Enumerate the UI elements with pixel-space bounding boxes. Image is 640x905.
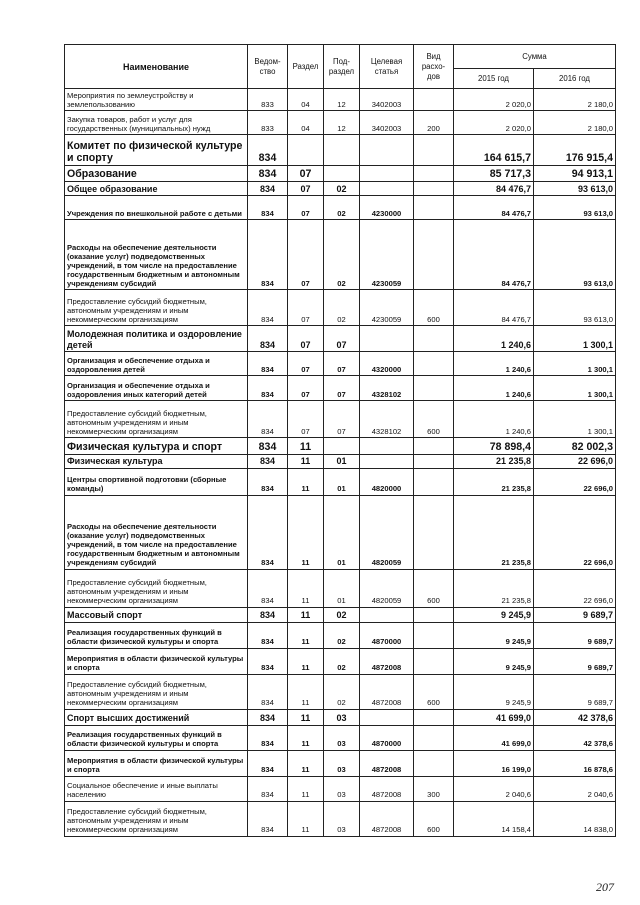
cell-2015: 14 158,4 [454, 801, 534, 836]
cell-section: 11 [288, 455, 324, 469]
cell-2016: 42 378,6 [534, 725, 616, 750]
cell-target: 4328102 [360, 376, 414, 401]
cell-section: 07 [288, 326, 324, 352]
cell-subsection: 01 [324, 495, 360, 569]
cell-kind: 600 [414, 801, 454, 836]
cell-name: Мероприятия в области физической культуры и спорта [65, 750, 248, 776]
cell-2016: 9 689,7 [534, 648, 616, 674]
cell-2016: 1 300,1 [534, 401, 616, 438]
table-row [65, 401, 616, 438]
cell-subsection: 03 [324, 776, 360, 801]
cell-kind: 600 [414, 569, 454, 607]
cell-kind [414, 135, 454, 166]
table-row [65, 569, 616, 607]
cell-2015: 84 476,7 [454, 196, 534, 220]
cell-section: 11 [288, 776, 324, 801]
cell-subsection: 02 [324, 220, 360, 290]
cell-2015: 21 235,8 [454, 495, 534, 569]
cell-kind [414, 182, 454, 196]
budget-table [64, 44, 616, 837]
budget-table-sheet [64, 44, 615, 837]
cell-target: 3402003 [360, 111, 414, 135]
cell-section: 11 [288, 750, 324, 776]
cell-target: 4870000 [360, 725, 414, 750]
cell-name: Организация и обеспечение отдыха и оздоровления иных категорий детей [65, 376, 248, 401]
cell-dept: 834 [248, 182, 288, 196]
cell-section: 11 [288, 648, 324, 674]
cell-2015: 21 235,8 [454, 569, 534, 607]
cell-subsection: 02 [324, 622, 360, 648]
table-row [65, 801, 616, 836]
cell-subsection: 12 [324, 111, 360, 135]
header-kind: Вид расхо- дов [414, 45, 454, 89]
cell-dept: 834 [248, 438, 288, 455]
cell-subsection: 01 [324, 468, 360, 495]
cell-dept: 834 [248, 648, 288, 674]
cell-kind: 600 [414, 290, 454, 326]
cell-name: Комитет по физической культуре и спорту [65, 135, 248, 166]
cell-dept: 834 [248, 468, 288, 495]
table-row [65, 166, 616, 182]
cell-kind [414, 89, 454, 111]
cell-subsection: 02 [324, 674, 360, 709]
cell-2015: 9 245,9 [454, 674, 534, 709]
cell-2016: 9 689,7 [534, 674, 616, 709]
cell-2015: 41 699,0 [454, 709, 534, 725]
cell-subsection: 03 [324, 801, 360, 836]
cell-name: Организация и обеспечение отдыха и оздоровления детей [65, 352, 248, 376]
cell-name: Общее образование [65, 182, 248, 196]
cell-target: 4870000 [360, 622, 414, 648]
table-row [65, 495, 616, 569]
cell-kind [414, 455, 454, 469]
cell-kind [414, 196, 454, 220]
cell-kind [414, 220, 454, 290]
cell-subsection: 01 [324, 455, 360, 469]
table-row [65, 376, 616, 401]
cell-name: Социальное обеспечение и иные выплаты населению [65, 776, 248, 801]
cell-kind [414, 438, 454, 455]
cell-dept: 834 [248, 166, 288, 182]
header-dept: Ведом- ство [248, 45, 288, 89]
cell-name: Спорт высших достижений [65, 709, 248, 725]
cell-subsection: 12 [324, 89, 360, 111]
cell-name: Физическая культура [65, 455, 248, 469]
cell-2015: 1 240,6 [454, 376, 534, 401]
cell-subsection: 02 [324, 182, 360, 196]
table-row [65, 468, 616, 495]
cell-2016: 93 613,0 [534, 290, 616, 326]
cell-dept: 833 [248, 111, 288, 135]
cell-subsection: 07 [324, 352, 360, 376]
cell-2016: 2 180,0 [534, 89, 616, 111]
cell-section: 07 [288, 376, 324, 401]
cell-target: 4820059 [360, 569, 414, 607]
cell-target [360, 438, 414, 455]
cell-target [360, 326, 414, 352]
cell-name: Закупка товаров, работ и услуг для государственных (муниципальных) нужд [65, 111, 248, 135]
cell-name: Образование [65, 166, 248, 182]
header-section: Раздел [288, 45, 324, 89]
cell-dept: 833 [248, 89, 288, 111]
cell-subsection: 03 [324, 750, 360, 776]
table-row [65, 438, 616, 455]
cell-dept: 834 [248, 376, 288, 401]
cell-section: 07 [288, 182, 324, 196]
table-row [65, 326, 616, 352]
cell-section: 11 [288, 709, 324, 725]
cell-subsection: 02 [324, 607, 360, 622]
header-target: Целевая статья [360, 45, 414, 89]
cell-name: Центры спортивной подготовки (сборные команды) [65, 468, 248, 495]
cell-kind [414, 495, 454, 569]
cell-kind [414, 709, 454, 725]
cell-2016: 9 689,7 [534, 607, 616, 622]
cell-name: Учреждения по внешкольной работе с детьми [65, 196, 248, 220]
cell-target: 4230059 [360, 290, 414, 326]
cell-dept: 834 [248, 674, 288, 709]
cell-name: Массовый спорт [65, 607, 248, 622]
cell-dept: 834 [248, 495, 288, 569]
cell-2015: 84 476,7 [454, 290, 534, 326]
cell-section: 07 [288, 290, 324, 326]
cell-dept: 834 [248, 401, 288, 438]
cell-target [360, 709, 414, 725]
cell-2016: 22 696,0 [534, 455, 616, 469]
cell-target: 4320000 [360, 352, 414, 376]
cell-target: 4872008 [360, 674, 414, 709]
cell-kind [414, 166, 454, 182]
cell-target: 4872008 [360, 648, 414, 674]
cell-2015: 78 898,4 [454, 438, 534, 455]
cell-section [288, 135, 324, 166]
cell-kind [414, 607, 454, 622]
header-name: Наименование [65, 45, 248, 89]
cell-section: 07 [288, 352, 324, 376]
cell-section: 11 [288, 468, 324, 495]
cell-2015: 84 476,7 [454, 220, 534, 290]
cell-name: Предоставление субсидий бюджетным, автономным учреждениям и иным некоммерческим организациям [65, 569, 248, 607]
cell-2016: 82 002,3 [534, 438, 616, 455]
cell-2016: 9 689,7 [534, 622, 616, 648]
cell-subsection: 02 [324, 290, 360, 326]
cell-dept: 834 [248, 801, 288, 836]
cell-kind [414, 750, 454, 776]
cell-2016: 2 180,0 [534, 111, 616, 135]
cell-2015: 41 699,0 [454, 725, 534, 750]
table-row [65, 725, 616, 750]
cell-2015: 9 245,9 [454, 607, 534, 622]
cell-dept: 834 [248, 569, 288, 607]
cell-section: 04 [288, 111, 324, 135]
cell-target: 3402003 [360, 89, 414, 111]
cell-name: Предоставление субсидий бюджетным, автономным учреждениям и иным некоммерческим организациям [65, 290, 248, 326]
table-row [65, 776, 616, 801]
cell-dept: 834 [248, 607, 288, 622]
cell-2016: 94 913,1 [534, 166, 616, 182]
cell-subsection: 03 [324, 709, 360, 725]
cell-name: Предоставление субсидий бюджетным, автономным учреждениям и иным некоммерческим организациям [65, 401, 248, 438]
cell-dept: 834 [248, 709, 288, 725]
cell-2016: 93 613,0 [534, 196, 616, 220]
table-row [65, 220, 616, 290]
cell-target: 4820000 [360, 468, 414, 495]
cell-2015: 1 240,6 [454, 326, 534, 352]
cell-name: Расходы на обеспечение деятельности (оказание услуг) подведомственных учреждений, в том числе на предоставление государственным бюджетным и автономным учреждениям субсидий [65, 495, 248, 569]
cell-2015: 164 615,7 [454, 135, 534, 166]
cell-kind [414, 622, 454, 648]
cell-dept: 834 [248, 135, 288, 166]
cell-target [360, 182, 414, 196]
cell-2015: 2 040,6 [454, 776, 534, 801]
cell-target: 4872008 [360, 750, 414, 776]
cell-2016: 14 838,0 [534, 801, 616, 836]
cell-target [360, 607, 414, 622]
cell-dept: 834 [248, 352, 288, 376]
table-row [65, 455, 616, 469]
cell-subsection: 03 [324, 725, 360, 750]
table-row [65, 196, 616, 220]
cell-kind [414, 725, 454, 750]
cell-2016: 42 378,6 [534, 709, 616, 725]
cell-section: 11 [288, 607, 324, 622]
cell-kind: 600 [414, 401, 454, 438]
cell-subsection: 02 [324, 196, 360, 220]
cell-target: 4230000 [360, 196, 414, 220]
cell-2015: 84 476,7 [454, 182, 534, 196]
cell-dept: 834 [248, 455, 288, 469]
table-row [65, 709, 616, 725]
cell-dept: 834 [248, 326, 288, 352]
cell-kind [414, 468, 454, 495]
table-row [65, 135, 616, 166]
cell-kind: 200 [414, 111, 454, 135]
cell-kind [414, 352, 454, 376]
table-row [65, 622, 616, 648]
cell-kind: 600 [414, 674, 454, 709]
cell-name: Молодежная политика и оздоровление детей [65, 326, 248, 352]
table-row [65, 89, 616, 111]
cell-kind [414, 648, 454, 674]
header-2015: 2015 год [454, 69, 534, 89]
cell-2016: 176 915,4 [534, 135, 616, 166]
cell-section: 11 [288, 801, 324, 836]
table-row [65, 648, 616, 674]
cell-2015: 21 235,8 [454, 468, 534, 495]
cell-name: Предоставление субсидий бюджетным, автономным учреждениям и иным некоммерческим организациям [65, 801, 248, 836]
cell-2015: 2 020,0 [454, 89, 534, 111]
cell-target [360, 135, 414, 166]
cell-section: 11 [288, 725, 324, 750]
page-number: 207 [596, 880, 614, 894]
cell-2015: 21 235,8 [454, 455, 534, 469]
table-row [65, 607, 616, 622]
cell-name: Реализация государственных функций в области физической культуры и спорта [65, 622, 248, 648]
header-2016: 2016 год [534, 69, 616, 89]
cell-kind [414, 326, 454, 352]
cell-subsection: 01 [324, 569, 360, 607]
cell-name: Мероприятия в области физической культуры и спорта [65, 648, 248, 674]
cell-target [360, 166, 414, 182]
cell-subsection: 07 [324, 376, 360, 401]
cell-name: Расходы на обеспечение деятельности (оказание услуг) подведомственных учреждений, в том числе на предоставление государственным бюджетным и автономным учреждениям субсидий [65, 220, 248, 290]
cell-2016: 16 878,6 [534, 750, 616, 776]
cell-dept: 834 [248, 196, 288, 220]
table-row [65, 352, 616, 376]
cell-section: 07 [288, 220, 324, 290]
cell-subsection [324, 166, 360, 182]
cell-dept: 834 [248, 622, 288, 648]
cell-2016: 1 300,1 [534, 326, 616, 352]
cell-2016: 1 300,1 [534, 376, 616, 401]
budget-rows [65, 89, 616, 837]
cell-subsection: 07 [324, 401, 360, 438]
cell-section: 07 [288, 401, 324, 438]
cell-kind: 300 [414, 776, 454, 801]
cell-section: 11 [288, 495, 324, 569]
cell-subsection [324, 438, 360, 455]
cell-2016: 22 696,0 [534, 569, 616, 607]
cell-section: 11 [288, 622, 324, 648]
header-sum: Сумма [454, 45, 616, 69]
cell-target: 4230059 [360, 220, 414, 290]
cell-subsection: 07 [324, 326, 360, 352]
cell-dept: 834 [248, 290, 288, 326]
table-row [65, 182, 616, 196]
cell-subsection: 02 [324, 648, 360, 674]
cell-dept: 834 [248, 776, 288, 801]
cell-subsection [324, 135, 360, 166]
cell-2015: 9 245,9 [454, 622, 534, 648]
table-row [65, 111, 616, 135]
cell-name: Мероприятия по землеустройству и землепользованию [65, 89, 248, 111]
cell-dept: 834 [248, 750, 288, 776]
table-row [65, 674, 616, 709]
cell-kind [414, 376, 454, 401]
cell-2015: 85 717,3 [454, 166, 534, 182]
table-row [65, 290, 616, 326]
cell-target: 4872008 [360, 801, 414, 836]
cell-2016: 93 613,0 [534, 182, 616, 196]
cell-2015: 1 240,6 [454, 401, 534, 438]
cell-2016: 2 040,6 [534, 776, 616, 801]
cell-name: Физическая культура и спорт [65, 438, 248, 455]
cell-section: 11 [288, 438, 324, 455]
cell-dept: 834 [248, 725, 288, 750]
cell-2015: 1 240,6 [454, 352, 534, 376]
cell-2016: 22 696,0 [534, 495, 616, 569]
cell-target: 4872008 [360, 776, 414, 801]
cell-name: Предоставление субсидий бюджетным, автономным учреждениям и иным некоммерческим организациям [65, 674, 248, 709]
cell-2016: 1 300,1 [534, 352, 616, 376]
cell-2015: 9 245,9 [454, 648, 534, 674]
cell-section: 11 [288, 674, 324, 709]
cell-2016: 22 696,0 [534, 468, 616, 495]
cell-target [360, 455, 414, 469]
cell-target: 4328102 [360, 401, 414, 438]
cell-2016: 93 613,0 [534, 220, 616, 290]
cell-dept: 834 [248, 220, 288, 290]
header-subsection: Под- раздел [324, 45, 360, 89]
cell-section: 07 [288, 166, 324, 182]
cell-2015: 16 199,0 [454, 750, 534, 776]
cell-2015: 2 020,0 [454, 111, 534, 135]
table-row [65, 750, 616, 776]
cell-section: 04 [288, 89, 324, 111]
cell-target: 4820059 [360, 495, 414, 569]
cell-section: 07 [288, 196, 324, 220]
cell-section: 11 [288, 569, 324, 607]
cell-name: Реализация государственных функций в области физической культуры и спорта [65, 725, 248, 750]
